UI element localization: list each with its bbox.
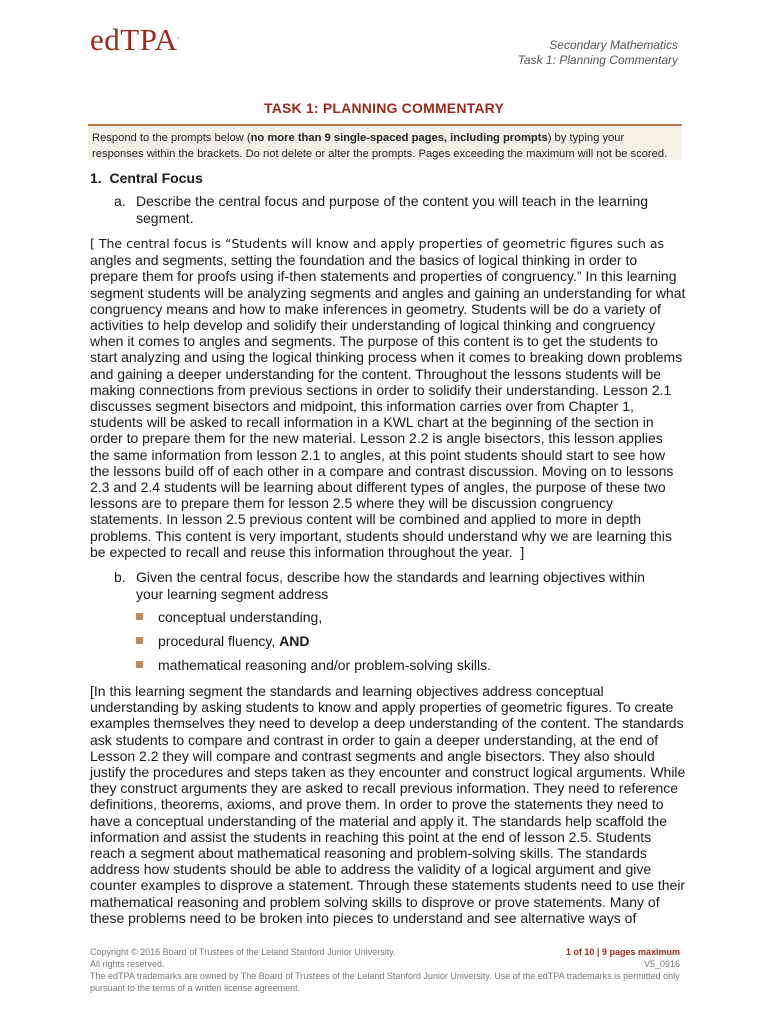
bullet-text: mathematical reasoning and/or problem-solving skills. xyxy=(158,657,492,673)
page-title: TASK 1: PLANNING COMMENTARY xyxy=(263,100,505,116)
bullet-square-icon xyxy=(136,613,143,620)
prompt-b-text: Given the central focus, describe how the standards and learning objectives within your learning segment address xyxy=(136,569,645,602)
response-a xyxy=(90,235,686,560)
page-footer xyxy=(90,946,680,994)
instructions-bold: no more than 9 single-spaced pages, including prompts xyxy=(250,132,548,144)
running-header xyxy=(518,38,678,68)
page-count: 1 of 10 | 9 pages maximum xyxy=(565,947,680,957)
bullet-text: conceptual understanding, xyxy=(158,609,323,625)
prompt-b xyxy=(114,569,674,603)
prompt-a-text: Describe the central focus and purpose of the content you will teach in the learning segment. xyxy=(136,193,649,226)
logo-text: edTPA xyxy=(90,22,178,57)
response-a-first-line: [ The central focus is “Students will know and apply properties of geometric figures such as xyxy=(90,236,665,251)
footer-trademark: The edTPA trademarks are owned by The Board of Trustees of the Leland Stanford Junior University. Use of the edTPA trademarks is permitted only pursuant to the terms of a written license agreement. xyxy=(90,971,680,993)
header-subject: Secondary Mathematics xyxy=(549,38,678,52)
bullet-item xyxy=(136,609,322,626)
section-heading: 1. Central Focus xyxy=(90,170,203,186)
header-task: Task 1: Planning Commentary xyxy=(517,53,678,67)
bullet-item xyxy=(136,633,309,650)
footer-copyright: Copyright © 2016 Board of Trustees of the Leland Stanford Junior University. xyxy=(90,947,396,957)
instructions-pre: Respond to the prompts below ( xyxy=(92,132,251,144)
bullet-item xyxy=(136,657,491,674)
instructions-post: ) by typing your responses within the brackets. Do not delete or alter the prompts. Pages exceeding the maximum will not be scored. xyxy=(92,132,668,160)
bullet-square-icon xyxy=(136,637,143,644)
response-a-body: angles and segments, setting the foundation and the basics of logical thinking in order to prepare them for proofs using if-then statements and properties of congruency.” In this learning segment students will be analyzing segments and angles and gaining an understanding for what congruency means and how to make inferences in geometry. Students will be do a variety of activities to help develop and solidify their understanding of logical thinking and congruency when it comes to angles and segments. The purpose of this content is to get the students to start analyzing and using the logical thinking process when it comes to breaking down problems and gaining a deeper understanding for the content. Throughout the lessons students will be making connections from previous sections in order to solidify their understanding. Lesson 2.1 discusses segment bisectors and midpoint, this information carries over from Chapter 1, students will be asked to recall information in a KWL chart at the beginning of the section in order to prepare them for the new material. Lesson 2.2 is angle bisectors, this lesson applies the same information from lesson 2.1 to angles, at this point students should start to see how the lessons build off of each other in a compare and contrast discussion. Moving on to lessons 2.3 and 2.4 students will be learning about different types of angles, the purpose of these two lessons are to prepare them for lesson 2.5 where they will be discussion congruency statements. In lesson 2.5 previous content will be combined and applied to more in depth problems. This content is very important, students should understand why we are learning this be expected to recall and reuse this information throughout the year. ] xyxy=(90,252,686,560)
version-code: V5_0916 xyxy=(643,959,680,969)
response-b: [In this learning segment the standards and learning objectives address conceptual understanding by asking students to know and apply properties of geometric figures. To create examples themselves they need to develop a deep understanding of the content. The standards ask students to compare and contrast in order to gain a deeper understanding, at the end of Lesson 2.2 they will compare and contrast segments and angle bisectors. They also should justify the procedures and steps taken as they encounter and construct logical arguments. While they construct arguments they are asked to recall previous information. They need to reference definitions, theorems, axioms, and prove them. In order to prove the statements they need to have a conceptual understanding of the material and apply it. The standards help scaffold the information and assist the students in reaching this point at the end of lesson 2.5. Students reach a segment about mathematical reasoning and problem-solving skills. The standards address how students should be able to address the validity of a logical argument and give counter examples to disprove a statement. Through these statements students need to use their mathematical reasoning and problem solving skills to disprove or prove statements. Many of these problems need to be broken into pieces to understand and see alternative ways of xyxy=(90,683,686,926)
bullet-square-icon xyxy=(136,661,143,668)
edtpa-logo xyxy=(90,22,180,58)
logo-mark: . xyxy=(177,30,181,41)
prompt-a xyxy=(114,193,674,227)
bullet-text: procedural fluency, xyxy=(158,633,280,649)
bullet-bold: AND xyxy=(279,633,310,649)
prompt-a-label: a. xyxy=(114,193,126,209)
prompt-b-label: b. xyxy=(114,569,126,585)
instructions-box xyxy=(88,124,682,160)
footer-rights: All rights reserved. xyxy=(90,959,165,969)
